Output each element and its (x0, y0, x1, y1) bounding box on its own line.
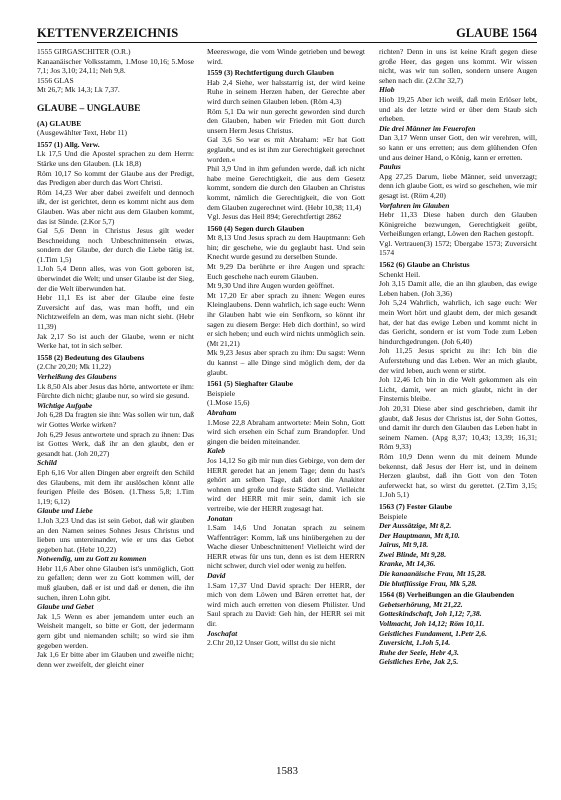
entry-text: 1555 GIRGASCHITER (O.R.) (37, 47, 131, 56)
column-1 (37, 47, 194, 759)
page (37, 0, 537, 800)
entry-text: Mt 9,30 Und ihre Augen wurden geöffnet. (207, 281, 335, 291)
entry-subheading: Paulus (379, 162, 401, 172)
entry-text: 2.Chr 20,12 Unser Gott, willst du sie nicht (207, 638, 336, 648)
entry-text: 1.Sam 14,6 Und Jonatan sprach zu seinem Waffenträger: Komm, laß uns hinübergehen zu der Wache dieser Unbeschnittenen! Vielleicht wird der HERR etwas für uns tun, denn es ist dem HERRN nicht schwer, durch viel oder wenig zu helfen. (207, 523, 365, 571)
entry-text: Hebr 11,1 Es ist aber der Glaube eine feste Zuversicht auf das, was man hofft, und ein Nichtzweifeln an dem, was man nicht sieht. (Hebr 11,39) (37, 293, 194, 332)
entry-subheading: Notwendig, um zu Gott zu kommen (37, 554, 147, 564)
entry-subheading: Gebetserhörung, Mt 21,22. (379, 599, 463, 609)
entry-text: Mt 8,13 Und Jesus sprach zu dem Hauptmann: Geh hin; dir geschehe, wie du geglaubt hast. Und sein Knecht wurde gesund zu derselben Stunde. (207, 233, 365, 262)
entry-subheading: Der Hauptmann, Mt 8,10. (379, 530, 460, 540)
column-2 (207, 47, 365, 759)
entry-text: Röm 14,23 Wer aber dabei zweifelt und dennoch ißt, der ist gerichtet, denn es kommt nicht aus dem Glauben. Was aber nicht aus dem Glauben kommt, das ist Sünde. (2.Kor 5,7) (37, 187, 194, 226)
entry-heading: 1560 (4) Segen durch Glauben (207, 223, 305, 233)
entry-text: Mk 9,23 Jesus aber sprach zu ihm: Du sagst: Wenn du kannst – alle Dinge sind möglich dem, der da glaubt. (207, 348, 365, 377)
entry-text: Hab 2,4 Siehe, wer halsstarrig ist, der wird keine Ruhe in seinem Herzen haben, der Gerechte aber wird durch seinen Glauben leben. (Röm 4,3) (207, 77, 365, 106)
entry-subheading: David (207, 571, 226, 581)
entry-subheading: Die kanaanäische Frau, Mt 15,28. (379, 569, 487, 579)
page-number: 1583 (276, 765, 298, 777)
entry-subheading: Jonatan (207, 513, 233, 523)
entry-heading: 1562 (6) Glaube an Christus (379, 260, 470, 270)
entry-text: Vgl. Jesus das Heil 894; Gerechtfertigt 2862 (207, 212, 342, 222)
entry-text: (A) GLAUBE (37, 118, 82, 128)
entry-subheading: Jaïrus, Mt 9,18. (379, 540, 429, 550)
entry-subheading: Verheißung des Glaubens (37, 372, 117, 381)
entry-subheading: Geistliches Erbe, Jak 2,5. (379, 657, 459, 667)
entry-text: Lk 17,5 Und die Apostel sprachen zu dem Herrn: Stärke uns den Glauben. (Lk 18,8) (37, 149, 194, 168)
entry-subheading: Vorfahren im Glauben (379, 200, 450, 210)
entry-subheading: Kranke, Mt 14,36. (379, 559, 436, 569)
entry-text: Beispiele (207, 388, 236, 398)
entry-subheading: Zuversicht, 1.Joh 5,14. (379, 638, 451, 648)
entry-text: Jak 1,6 Er bitte aber im Glauben und zweifle nicht; denn wer zweifelt, der gleicht einer (37, 650, 194, 669)
entry-subheading: Gotteskindschaft, Joh 1,12; 7,38. (379, 609, 482, 619)
entry-text: Joh 11,25 Jesus spricht zu ihr: Ich bin die Auferstehung und das Leben. Wer an mich glaubt, der wird leben, auch wenn er stirbt. (379, 346, 537, 375)
entry-text: richten? Denn in uns ist keine Kraft gegen diese große Heer, das gegen uns kommt. Wir wissen nicht, was wir tun sollen, sondern unsere Augen sehen nach dir. (2.Chr 32,7) (379, 47, 537, 85)
entry-text: 1556 GLAS (37, 75, 74, 85)
entry-heading: 1563 (7) Fester Glaube (379, 501, 453, 511)
entry-text: 1.Mose 22,8 Abraham antwortete: Mein Sohn, Gott wird sich ersehen ein Schaf zum Brandopfer. Und gingen die beiden miteinander. (207, 417, 365, 446)
entry-text: Röm 10,9 Denn wenn du mit deinem Munde bekennst, daß Jesus der Herr ist, und in deinem Herzen glaubst, daß ihn Gott von den Toten auferweckt hat, so wirst du gerettet. (2.Tim 3,15; 1.Joh 5,1) (379, 451, 537, 500)
entry-text: 1.Sam 17,37 Und David sprach: Der HERR, der mich von dem Löwen und Bären errettet hat, der wird mich auch erretten von diesem Philister. Und Saul sprach zu David: Geh hin, der HERR sei mit dir. (207, 580, 365, 629)
entry-text: Joh 6,28 Da fragten sie ihn: Was sollen wir tun, daß wir Gottes Werke wirken? (37, 410, 194, 429)
entry-text: Hebr 11,33 Diese haben durch den Glauben Königreiche bezwungen, Gerechtigkeit geübt, Verheißungen erlangt, Löwen den Rachen gestopft. (379, 210, 537, 239)
entry-text: Jos 14,12 So gib mir nun dies Gebirge, von dem der HERR geredet hat an jenem Tage; denn du hast's gehört am selben Tage, daß dort die Anakiter wohnen und große und feste Städte sind. Vielleicht wird der HERR mit mir sein, damit ich sie vertreibe, wie der HERR zugesagt hat. (207, 455, 365, 513)
entry-text: Gal 5,6 Denn in Christus Jesus gilt weder Beschneidung noch Unbeschnittensein etwas, sondern der Glaube, der durch die Liebe tätig ist. (1.Tim 1,5) (37, 226, 194, 264)
entry-text: Meereswoge, die vom Winde getrieben und bewegt wird. (207, 47, 365, 66)
entry-text: Joh 3,15 Damit alle, die an ihn glauben, das ewige Leben haben. (Joh 3,36) (379, 279, 537, 298)
entry-subheading: Geistliches Fundament, 1.Petr 2,6. (379, 628, 487, 638)
entry-text: Hebr 11,6 Aber ohne Glauben ist's unmöglich, Gott zu gefallen; denn wer zu Gott kommen will, der muß glauben, daß er ist und daß er denen, die ihn suchen, ihren Lohn gibt. (37, 563, 194, 602)
entry-subheading: Die drei Männer im Feuerofen (379, 123, 476, 133)
header-right-title: GLAUBE 1564 (456, 26, 537, 40)
entry-text: Eph 6,16 Vor allen Dingen aber ergreift den Schild des Glaubens, mit dem ihr auslöschen könnt alle feurigen Pfeile des Bösen. (1.Thess 5,8; 1.Tim 1,19; 6,12) (37, 467, 194, 506)
entry-text: Mt 17,20 Er aber sprach zu ihnen: Wegen eures Kleinglaubens. Denn wahrlich, ich sage euch: Wenn ihr Glauben habt wie ein Senfkorn, so könnt ihr sagen zu diesem Berge: Heb dich dorthin!, so wird er sich heben; und euch wird nichts unmöglich sein. (Mt 21,21) (207, 290, 365, 348)
entry-subheading: Die blutflüssige Frau, Mk 5,28. (379, 578, 477, 588)
entry-text: (Ausgewählter Text, Hebr 11) (37, 128, 128, 138)
entry-text: Dan 3,17 Wenn unser Gott, den wir verehren, will, so kann er uns erretten; aus dem glühenden Ofen und aus deiner Hand, o König, kann er erretten. (379, 133, 537, 162)
entry-text: Joh 5,24 Wahrlich, wahrlich, ich sage euch: Wer mein Wort hört und glaubt dem, der mich gesandt hat, der hat das ewige Leben und kommt nicht in das Gericht, sondern er ist vom Tode zum Leben hindurchgedrungen. (Joh 6,40) (379, 298, 537, 346)
entry-subheading: Hiob (379, 85, 395, 95)
entry-subheading: Schild (37, 458, 57, 468)
entry-subheading: Glaube und Liebe (37, 506, 93, 516)
entry-subheading: Glaube und Gebet (37, 602, 94, 612)
entry-heading: 1557 (1) Allg. Verw. (37, 139, 100, 149)
entry-heading: 1564 (8) Verheißungen an die Glaubenden (379, 590, 515, 600)
entry-text: Gal 3,6 So war es mit Abraham: »Er hat Gott geglaubt, und es ist ihm zur Gerechtigkeit gerechnet worden.« (207, 135, 365, 164)
entry-text: Joh 12,46 Ich bin in die Welt gekommen als ein Licht, damit, wer an mich glaubt, nicht in der Finsternis bleibe. (379, 375, 537, 404)
header-left-title: KETTENVERZEICHNIS (37, 26, 179, 40)
entry-subheading: Joschafat (207, 628, 238, 638)
entry-text: Mt 9,29 Da berührte er ihre Augen und sprach: Euch geschehe nach eurem Glauben. (207, 262, 365, 281)
entry-subheading: Der Aussätzige, Mt 8,2. (379, 521, 452, 531)
entry-subheading: Wichtige Aufgabe (37, 400, 93, 410)
entry-text: (2.Chr 20,20; Mk 11,22) (37, 362, 111, 372)
entry-subheading: Vollmacht, Joh 14,12; Röm 10,11. (379, 619, 485, 629)
entry-subheading: Ruhe der Seele, Hebr 4,3. (379, 647, 459, 657)
entry-text: Vgl. Vertrauen(3) 1572; Übergabe 1573; Zuversicht 1574 (379, 238, 537, 258)
entry-text: Beispiele (379, 511, 408, 521)
entry-text: Joh 20,31 Diese aber sind geschrieben, damit ihr glaubt, daß Jesus der Christus ist, der Sohn Gottes, und damit ihr durch den Glauben das Leben habt in seinem Namen. (Apg 8,37; 10,43; 13,39; 16,31; Röm 9,33) (379, 403, 537, 452)
entry-text: (1.Mose 15,6) (207, 398, 250, 408)
entry-heading: 1561 (5) Sieghafter Glaube (207, 379, 294, 389)
entry-text: Röm 10,17 So kommt der Glaube aus der Predigt, das Predigen aber durch das Wort Christi. (37, 168, 194, 188)
entry-text: Jak 1,5 Wenn es aber jemandem unter euch an Weisheit mangelt, so bitte er Gott, der jedermann gern gibt und niemanden schilt; so wird sie ihm gegeben werden. (37, 611, 194, 650)
entry-subheading: Zwei Blinde, Mt 9,28. (379, 549, 447, 559)
entry-subheading: Kaleb (207, 446, 226, 456)
text-columns (37, 47, 537, 757)
entry-text: Jak 2,17 So ist auch der Glaube, wenn er nicht Werke hat, tot in sich selber. (37, 331, 194, 351)
entry-heading: 1559 (3) Rechtfertigung durch Glauben (207, 68, 334, 78)
entry-text: Hiob 19,25 Aber ich weiß, daß mein Erlöser lebt, und als der letzte wird er über dem Staub sich erheben. (379, 94, 537, 124)
section-title: GLAUBE – UNGLAUBE (37, 103, 141, 114)
entry-text: 1.Joh 5,4 Denn alles, was von Gott geboren ist, überwindet die Welt; und unser Glaube ist der Sieg, der die Welt überwunden hat. (37, 264, 194, 293)
entry-subheading: Abraham (207, 407, 237, 417)
entry-text: Röm 5,1 Da wir nun gerecht geworden sind durch den Glauben, haben wir Frieden mit Gott durch unsern Herrn Jesus Christus. (207, 106, 365, 135)
column-3 (379, 47, 537, 759)
entry-text: Apg 27,25 Darum, liebe Männer, seid unverzagt; denn ich glaube Gott, es wird so geschehen, wie mir gesagt ist. (Röm 4,20) (379, 171, 537, 200)
entry-text: Phil 3,9 Und in ihm gefunden werde, daß ich nicht habe meine Gerechtigkeit, die aus dem Gesetz kommt, sondern die durch den Glauben an Christus kommt, nämlich die Gerechtigkeit, die von Gott dem Glauben zugerechnet wird. (Hebr 10,38; 11,4) (207, 164, 365, 212)
entry-text: Schenkt Heil. (379, 269, 421, 279)
entry-text: Lk 8,50 Als aber Jesus das hörte, antwortete er ihm: Fürchte dich nicht; glaube nur, so wird sie gesund. (37, 381, 194, 401)
entry-text: Joh 6,29 Jesus antwortete und sprach zu ihnen: Das ist Gottes Werk, daß ihr an den glaubt, den er gesandt hat. (Joh 20,27) (37, 429, 194, 458)
running-header (37, 26, 537, 43)
entry-text: Kanaanäischer Volksstamm, 1.Mose 10,16; 5.Mose 7,1; Jos 3,10; 24,11; Neh 9,8. (37, 56, 194, 76)
entry-heading: 1558 (2) Bedeutung des Glaubens (37, 352, 145, 362)
entry-text: 1.Joh 3,23 Und das ist sein Gebot, daß wir glauben an den Namen seines Sohnes Jesus Christus und lieben uns untereinander, wie er uns das Gebot gegeben hat. (Hebr 10,22) (37, 515, 194, 554)
entry-text: Mt 26,7; Mk 14,3; Lk 7,37. (37, 85, 120, 95)
